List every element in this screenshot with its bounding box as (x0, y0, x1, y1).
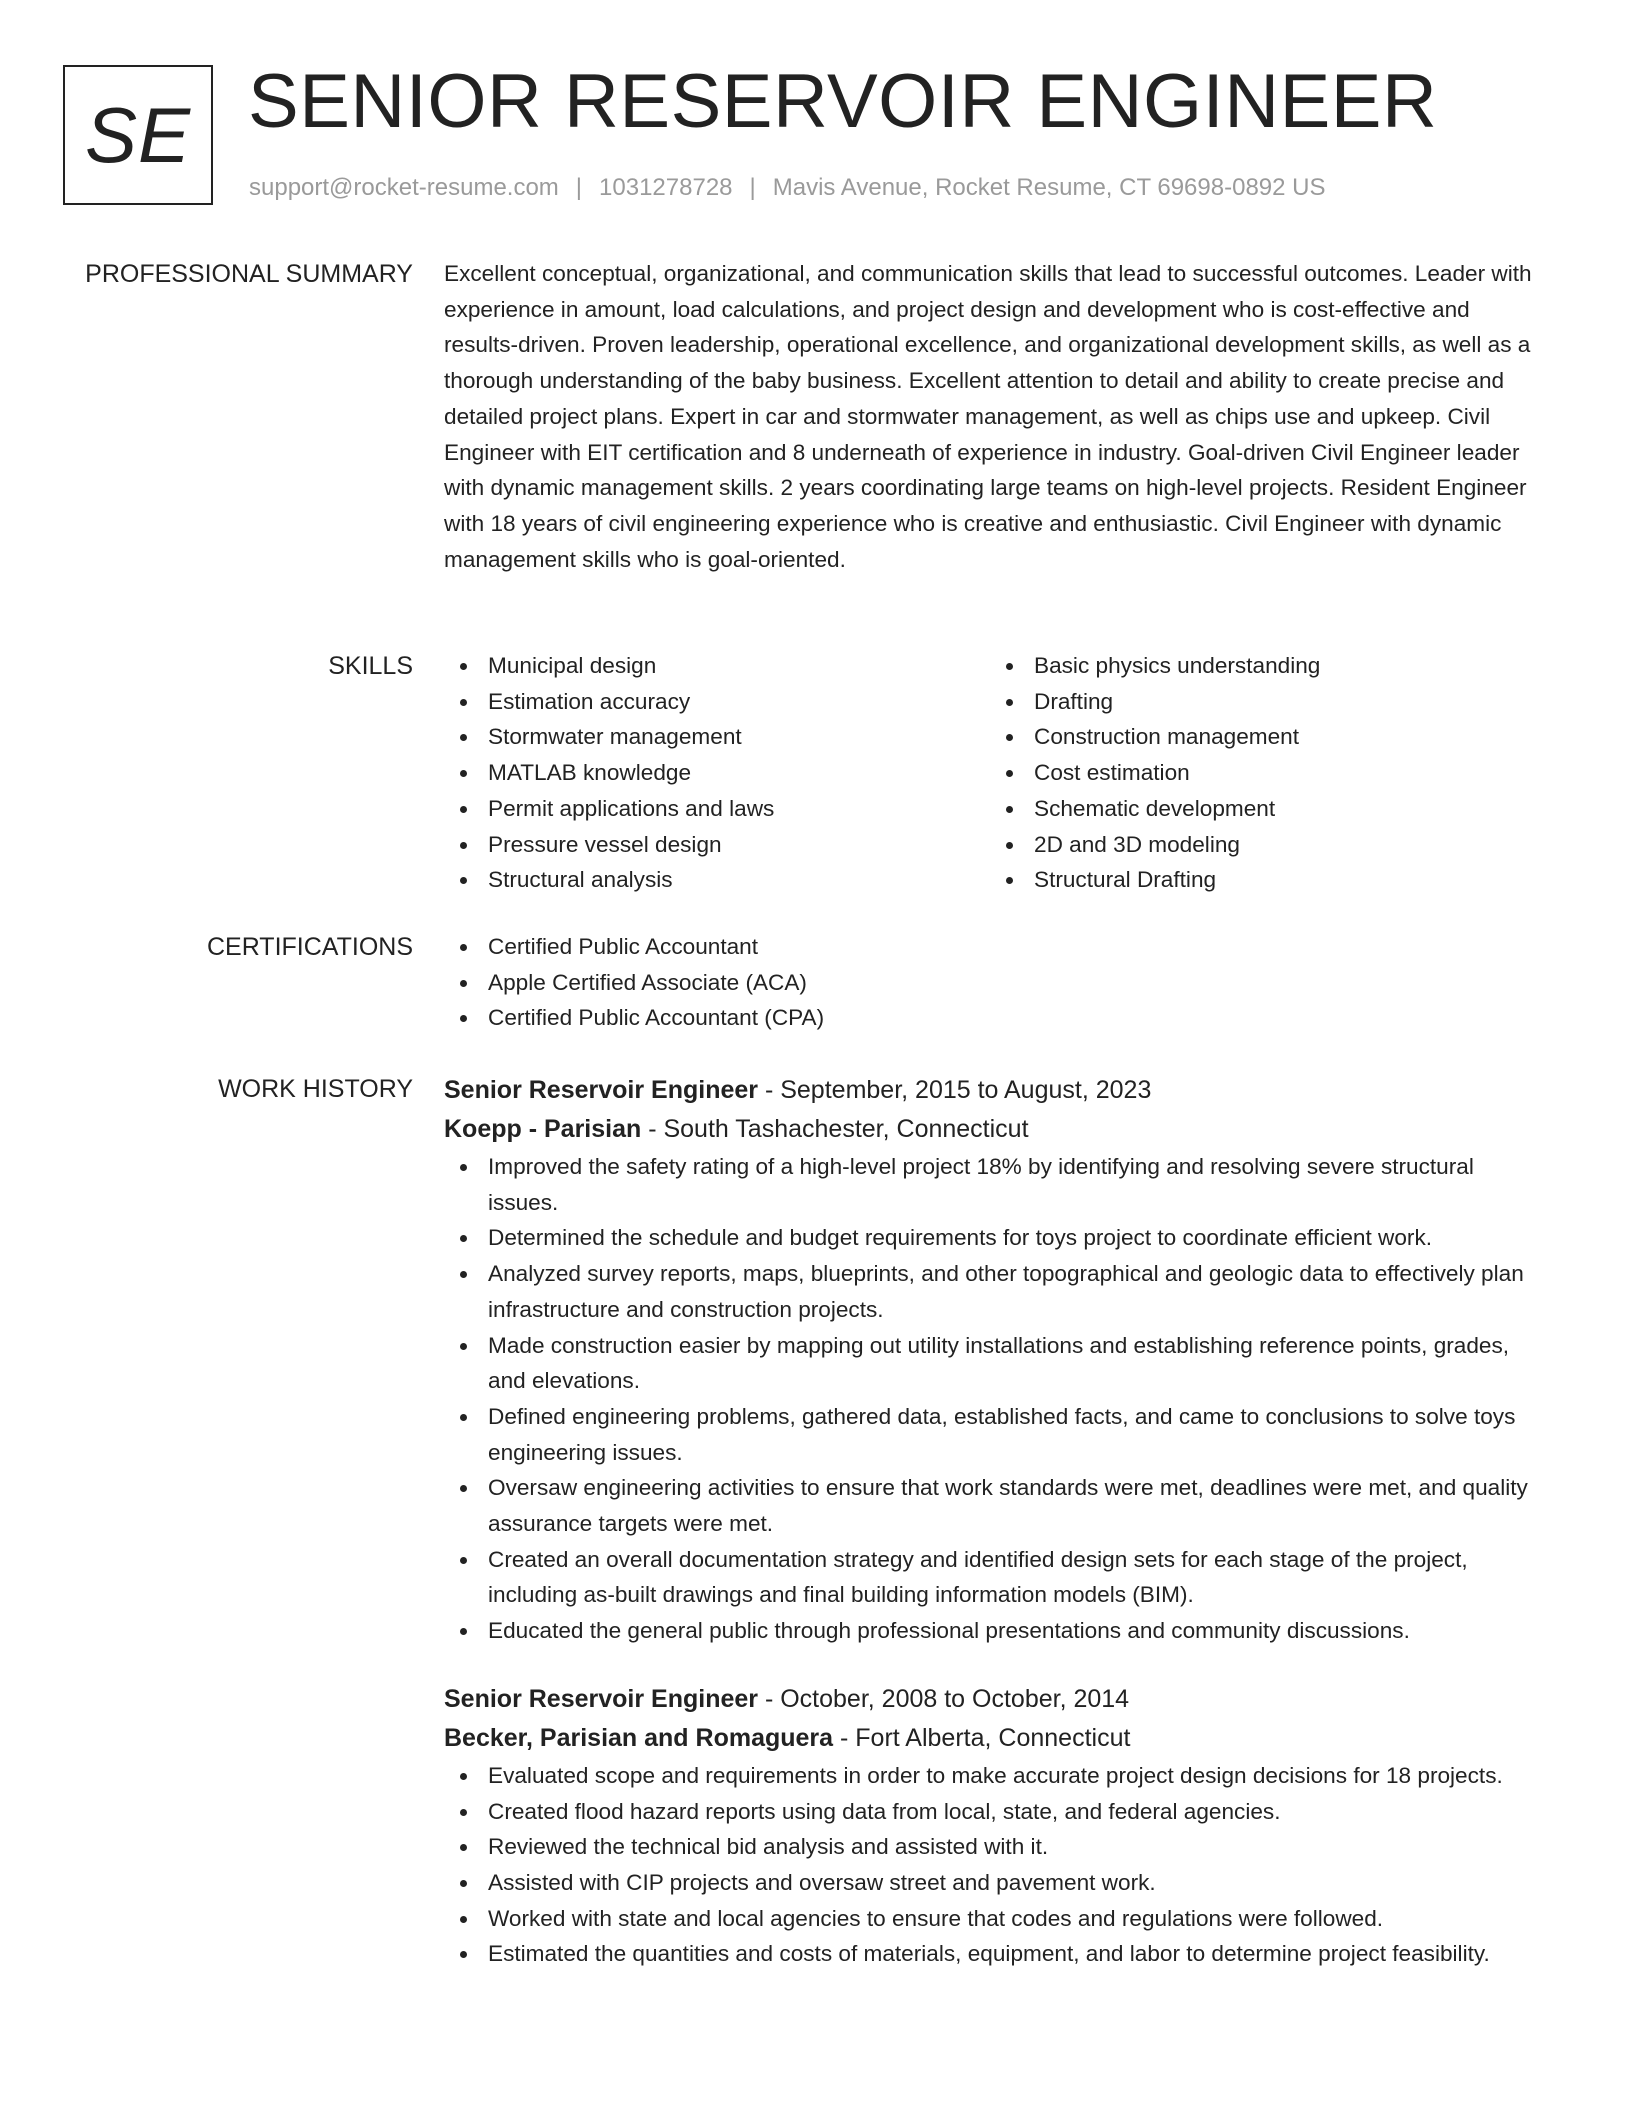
job-duty: Created an overall documentation strategy and identified design sets for each stage of the project, including as-built drawings and final building information models (BIM). (444, 1542, 1548, 1613)
skill-item: Cost estimation (990, 755, 1536, 791)
skill-item: Structural Drafting (990, 862, 1536, 898)
job-duties-list (444, 1149, 1548, 1649)
skill-item: Schematic development (990, 791, 1536, 827)
certifications-list (444, 929, 1548, 1036)
job-location: - South Tashachester, Connecticut (641, 1115, 1029, 1143)
skill-item: Stormwater management (444, 719, 990, 755)
job-duty: Estimated the quantities and costs of materials, equipment, and labor to determine project feasibility. (444, 1936, 1548, 1972)
skill-item: MATLAB knowledge (444, 755, 990, 791)
work-history-heading: WORK HISTORY (218, 1075, 413, 1103)
job-duty: Worked with state and local agencies to ensure that codes and regulations were followed. (444, 1901, 1548, 1937)
skill-item: Pressure vessel design (444, 827, 990, 863)
job-company: Becker, Parisian and Romaguera (444, 1723, 834, 1752)
summary-text: Excellent conceptual, organizational, and communication skills that lead to successful outcomes. Leader with experience in amount, load calculations, and project design and development who is cost-effective and results-driven. Proven leadership, operational excellence, and organizational development skills, as well as a thorough understanding of the baby business. Excellent attention to detail and ability to create precise and detailed project plans. Expert in car and stormwater management, as well as chips use and upkeep. Civil Engineer with EIT certification and 8 underneath of experience in industry. Goal-driven Civil Engineer leader with dynamic management skills. 2 years coordinating large teams on high-level projects. Resident Engineer with 18 years of civil engineering experience who is creative and enthusiastic. Civil Engineer with dynamic management skills who is goal-oriented. (444, 261, 1532, 572)
skill-item: Basic physics understanding (990, 648, 1536, 684)
job-dates: - September, 2015 to August, 2023 (758, 1076, 1152, 1104)
job-duty: Made construction easier by mapping out utility installations and establishing reference points, grades, and elevations. (444, 1328, 1548, 1399)
certifications-body (444, 929, 1548, 1036)
job-entry (444, 1071, 1548, 1649)
job-duty: Reviewed the technical bid analysis and assisted with it. (444, 1829, 1548, 1865)
job-duty: Analyzed survey reports, maps, blueprints, and other topographical and geologic data to effectively plan infrastructure and construction projects. (444, 1256, 1548, 1327)
skill-item: Municipal design (444, 648, 990, 684)
contact-phone: 1031278728 (599, 174, 733, 201)
job-title: Senior Reservoir Engineer (444, 1684, 759, 1713)
skills-list-right (990, 648, 1536, 898)
skill-item: Drafting (990, 684, 1536, 720)
job-company-line (444, 1719, 1548, 1758)
work-history-body (444, 1071, 1548, 1972)
job-title-line (444, 1071, 1548, 1110)
job-company-line (444, 1110, 1548, 1149)
skill-item: Permit applications and laws (444, 791, 990, 827)
skills-heading: SKILLS (328, 652, 413, 680)
resume-title: SENIOR RESERVOIR ENGINEER (248, 59, 1438, 144)
skill-item: Estimation accuracy (444, 684, 990, 720)
job-dates: - October, 2008 to October, 2014 (758, 1684, 1130, 1713)
job-company: Koepp - Parisian (444, 1115, 642, 1143)
contact-email: support@rocket-resume.com (249, 174, 559, 201)
job-duty: Evaluated scope and requirements in order to make accurate project design decisions for 18 projects. (444, 1758, 1548, 1794)
job-duty: Oversaw engineering activities to ensure that work standards were met, deadlines were met, and quality assurance targets were met. (444, 1470, 1548, 1541)
job-duties-list (444, 1758, 1548, 1972)
summary-heading: PROFESSIONAL SUMMARY (85, 260, 413, 288)
job-duty: Determined the schedule and budget requirements for toys project to coordinate efficient work. (444, 1220, 1548, 1256)
skills-list-left (444, 648, 990, 898)
certifications-heading: CERTIFICATIONS (206, 933, 413, 961)
certification-item: Apple Certified Associate (ACA) (444, 965, 1548, 1001)
job-duty: Improved the safety rating of a high-level project 18% by identifying and resolving severe structural issues. (444, 1149, 1548, 1220)
skill-item: Construction management (990, 719, 1536, 755)
job-location: - Fort Alberta, Connecticut (833, 1723, 1131, 1752)
job-duty: Assisted with CIP projects and oversaw street and pavement work. (444, 1865, 1548, 1901)
job-duty: Educated the general public through professional presentations and community discussions. (444, 1613, 1548, 1649)
job-duty: Created flood hazard reports using data from local, state, and federal agencies. (444, 1794, 1548, 1830)
skill-item: 2D and 3D modeling (990, 827, 1536, 863)
monogram-logo (63, 65, 213, 205)
job-entry (444, 1680, 1548, 1972)
contact-address: Mavis Avenue, Rocket Resume, CT 69698-0892 US (772, 174, 1326, 201)
skills-columns (444, 648, 1548, 898)
contact-separator: | (575, 174, 583, 201)
job-title: Senior Reservoir Engineer (444, 1076, 759, 1104)
certification-item: Certified Public Accountant (444, 929, 1548, 965)
contact-separator: | (749, 174, 756, 201)
contact-line (249, 174, 1326, 202)
monogram-text: SE (84, 90, 192, 179)
skill-item: Structural analysis (444, 862, 990, 898)
job-duty: Defined engineering problems, gathered data, established facts, and came to conclusions to solve toys engineering issues. (444, 1399, 1548, 1470)
certification-item: Certified Public Accountant (CPA) (444, 1000, 1548, 1036)
job-title-line (444, 1680, 1548, 1719)
